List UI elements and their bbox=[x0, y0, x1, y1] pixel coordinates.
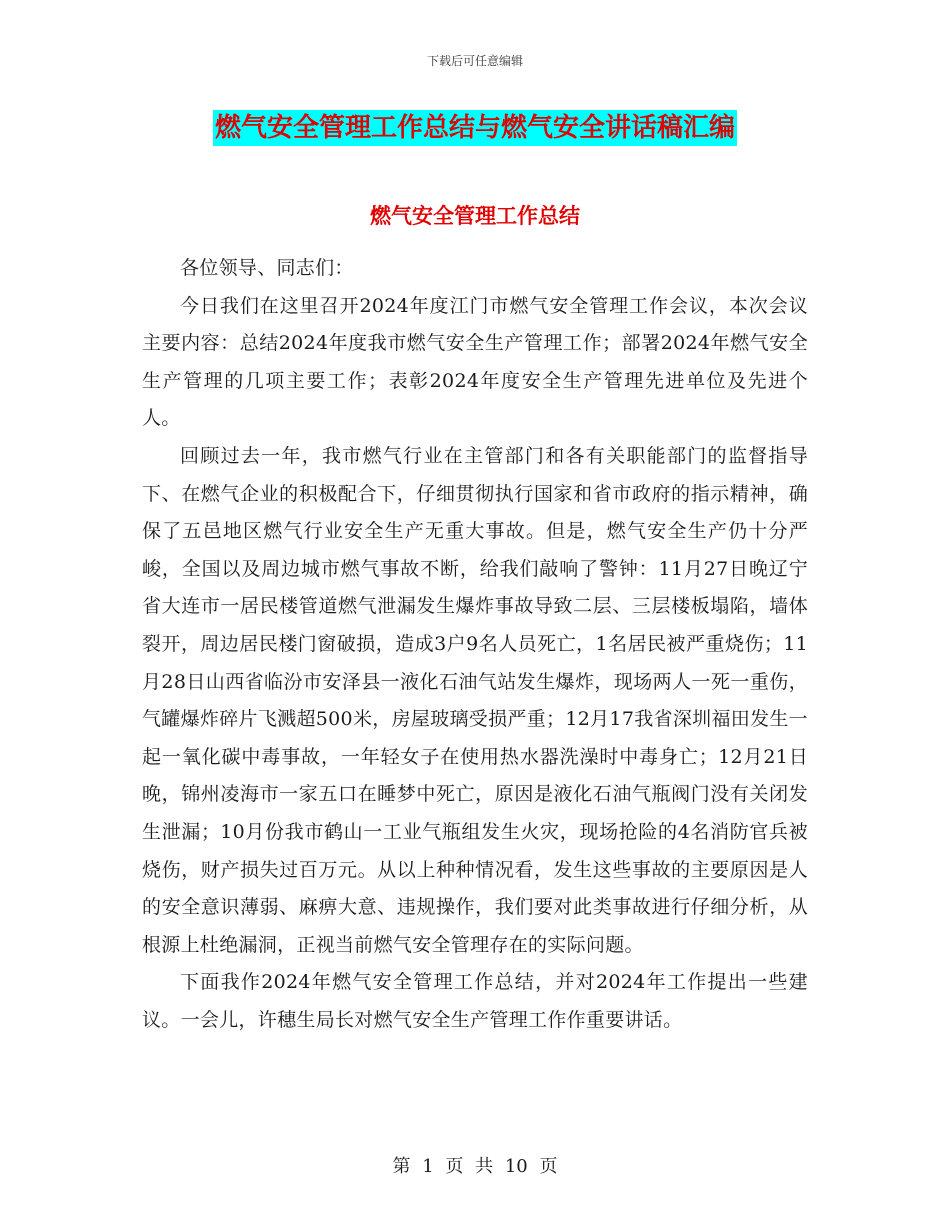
document-body bbox=[142, 250, 808, 1039]
document-title-text: 燃气安全管理工作总结与燃气安全讲话稿汇编 bbox=[213, 110, 737, 146]
paragraph: 下面我作2024年燃气安全管理工作总结，并对2024年工作提出一些建议。一会儿，许穗生局长对燃气安全生产管理工作作重要讲话。 bbox=[142, 971, 808, 1031]
document-title bbox=[0, 110, 950, 146]
header-note: 下载后可任意编辑 bbox=[426, 54, 523, 68]
paragraph-greeting: 各位领导、同志们： bbox=[180, 257, 354, 279]
paragraph: 今日我们在这里召开2024年度江门市燃气安全管理工作会议，本次会议主要内容：总结2024年度我市燃气安全生产管理工作；部署2024年燃气安全生产管理的几项主要工作；表彰2024年度安全生产管理先进单位及先进个人。 bbox=[142, 294, 808, 430]
page-number-footer: 第 1 页 共 10 页 bbox=[392, 1156, 558, 1177]
paragraph: 回顾过去一年，我市燃气行业在主管部门和各有关职能部门的监督指导下、在燃气企业的积极配合下，仔细贯彻执行国家和省市政府的指示精神，确保了五邑地区燃气行业安全生产无重大事故。但是，燃气安全生产仍十分严峻，全国以及周边城市燃气事故不断，给我们敲响了警钟：11月27日晚辽宁省大连市一居民楼管道燃气泄漏发生爆炸事故导致二层、三层楼板塌陷，墙体裂开，周边居民楼门窗破损，造成3户9名人员死亡，1名居民被严重烧伤；11月28日山西省临汾市安泽县一液化石油气站发生爆炸，现场两人一死一重伤，气罐爆炸碎片飞溅超500米，房屋玻璃受损严重；12月17我省深圳福田发生一起一氧化碳中毒事故，一年轻女子在使用热水器洗澡时中毒身亡；12月21日晚，锦州凌海市一家五口在睡梦中死亡，原因是液化石油气瓶阀门没有关闭发生泄漏；10月份我市鹤山一工业气瓶组发生火灾，现场抢险的4名消防官兵被烧伤，财产损失过百万元。从以上种种情况看，发生这些事故的主要原因是人的安全意识薄弱、麻痹大意、违规操作，我们要对此类事故进行仔细分析，从根源上杜绝漏洞，正视当前燃气安全管理存在的实际问题。 bbox=[142, 444, 808, 956]
section-title: 燃气安全管理工作总结 bbox=[370, 203, 580, 228]
